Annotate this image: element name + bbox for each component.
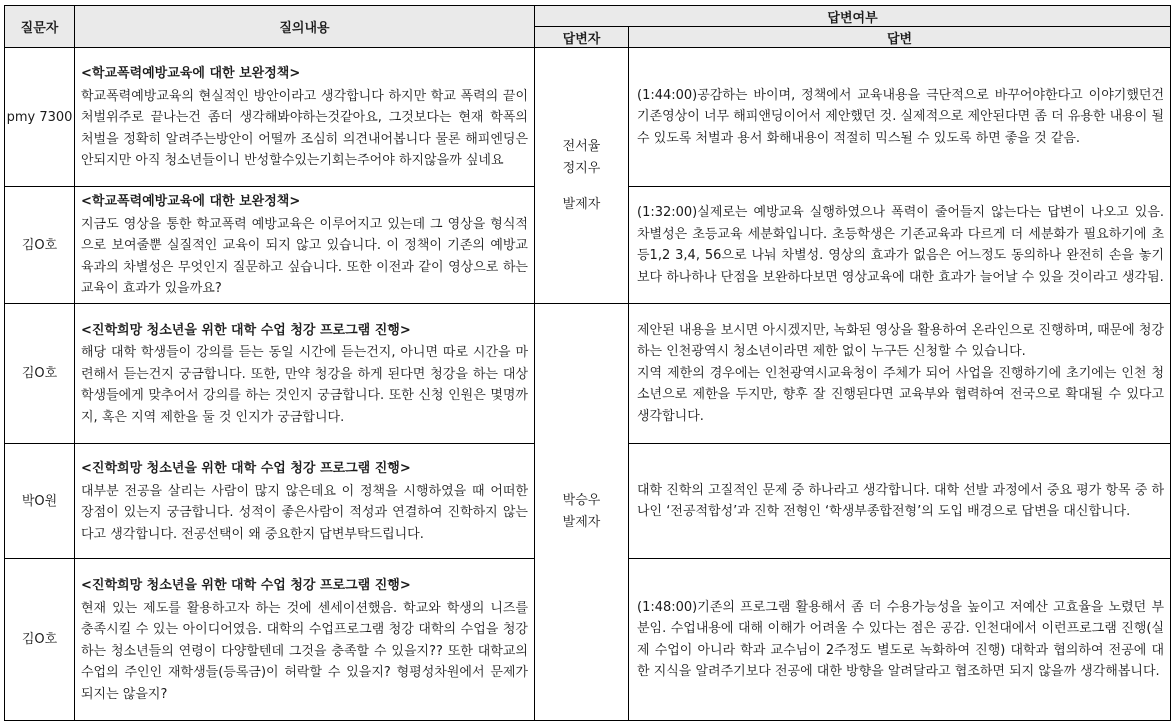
question-cell: [75, 48, 535, 187]
answer-text: 대학 진학의 고질적인 문제 중 하나라고 생각합니다. 대학 선발 과정에서 중요 평가 항목 중 하나인 ‘전공적합성’과 진학 전형인 ‘학생부종합전형’의 도입 배경으로 답변을 대신합니다.: [637, 482, 1165, 520]
question-body: 해당 대학 학생들이 강의를 듣는 동일 시간에 듣는건지, 아니면 따로 시간을 마련해서 듣는건지 궁금합니다. 또한, 만약 청강을 하게 된다면 청강을 하는 대상 학생들에게 맞추어서 강의를 하는 것인지 궁금합니다. 또한 신청 인원은 몇명까지, 혹은 지역 제한을 둘 것 인지가 궁금합니다.: [81, 345, 528, 425]
question-title: <진학희망 청소년을 위한 대학 수업 청강 프로그램 진행>: [81, 461, 411, 477]
answer-text: (1:44:00)공감하는 바이며, 정책에서 교육내용을 극단적으로 바꾸어야한다고 이야기했던건 기존영상이 너무 해피앤딩이어서 제안했던 것. 실제적으로 제안된다면 좀 더 유용한 내용이 될 수 있도록 처벌과 용서 화해내용이 적절히 믹스될 수 있도록 하면 좋을 것 같음.: [637, 87, 1165, 146]
question-title: <학교폭력예방교육에 대한 보완정책>: [81, 66, 301, 82]
answer-cell: [629, 304, 1171, 444]
table-row: [5, 304, 1171, 444]
question-body: 지금도 영상을 통한 학교폭력 예방교육은 이루어지고 있는데 그 영상을 형식적으로 보여줄뿐 실질적인 교육이 되지 않고 있습니다. 이 정책이 기존의 예방교육과의 차별성은 무엇인지 질문하고 싶습니다. 또한 이전과 같이 영상으로 하는 교육이 효과가 있을까요?: [81, 216, 528, 297]
header-respondent: 답변자: [535, 27, 629, 48]
questioner-name: 김O호: [21, 237, 58, 253]
questioner-cell: [5, 559, 75, 721]
header-answer-status: 답변여부: [535, 6, 1171, 27]
question-title: <진학희망 청소년을 위한 대학 수업 청강 프로그램 진행>: [81, 578, 411, 594]
question-body: 학교폭력예방교육의 현실적인 방안이라고 생각합니다 하지만 학교 폭력의 끝이 처벌위주로 끝나는건 좀더 생각해봐야하는것같아요, 그것보다는 현재 학폭의 처벌을 정확히 알려주는방안이 어떨까 조심히 의견내어봅니다 물론 해피엔딩은 안되지만 아직 청소년들이니 반성할수있는기회는주어야 하지않을까 싶네요: [81, 88, 528, 169]
answer-cell: [629, 48, 1171, 187]
header-question: 질의내용: [75, 6, 535, 48]
header-questioner: 질문자: [5, 6, 75, 48]
question-cell: [75, 443, 535, 558]
respondent-cell: [535, 304, 629, 721]
answer-cell: [629, 443, 1171, 558]
questioner-name: pmy 7300: [6, 109, 73, 125]
answer-text-continued: 지역 제한의 경우에는 인천광역시교육청이 주체가 되어 사업을 진행하기에 초기에는 인천 청소년으로 제한을 두지만, 향후 잘 진행된다면 교육부와 협력하여 전국으로 확대될 수 있다고 생각합니다.: [637, 365, 1165, 424]
answer-cell: [629, 187, 1171, 304]
question-cell: [75, 187, 535, 304]
question-title: <진학희망 청소년을 위한 대학 수업 청강 프로그램 진행>: [81, 322, 411, 338]
header-row-1: [5, 6, 1171, 27]
respondent-role: 발제자: [562, 515, 601, 531]
answer-text: 제안된 내용을 보시면 아시겠지만, 녹화된 영상을 활용하여 온라인으로 진행하며, 때문에 청강하는 인천광역시 청소년이라면 제한 없이 누구든 신청할 수 있습니다.: [637, 322, 1165, 360]
questioner-cell: [5, 187, 75, 304]
answer-text: (1:32:00)실제로는 예방교육 실행하였으나 폭력이 줄어들지 않는다는 답변이 나오고 있음. 차별성은 초등교육 세분화입니다. 초등학생은 기존교육과 다르게 더 세분화가 필요하기에 초등1,2 3,4, 56으로 나눠 차별성. 영상의 효과가 없음은 어느정도 동의하나 완전히 손을 놓기보다 하나하나 단점을 보완하다보면 영상교육에 대한 효과가 늘어날 수 있을 것이라고 생각됨.: [637, 205, 1165, 285]
header-answer: 답변: [629, 27, 1171, 48]
questioner-cell: [5, 443, 75, 558]
questioner-cell: [5, 48, 75, 187]
question-cell: [75, 559, 535, 721]
question-title: <학교폭력예방교육에 대한 보완정책>: [81, 194, 301, 210]
question-cell: [75, 304, 535, 444]
questioner-name: 박O원: [21, 493, 58, 509]
questioner-name: 김O호: [21, 366, 58, 382]
respondent-group: 박승우: [562, 493, 601, 509]
questioner-name: 김O호: [21, 632, 58, 648]
questioner-cell: [5, 304, 75, 444]
question-body: 대부분 전공을 살리는 사람이 많지 않은데요 이 정책을 시행하였을 때 어떠한 장점이 있는지 궁금합니다. 성적이 좋은사람이 적성과 연결하여 진학하지 않는다고 생각합니다. 전공선택이 왜 중요한지 답변부탁드립니다.: [81, 483, 528, 542]
respondent-group: 전서율 정지우: [562, 138, 601, 176]
question-body: 현재 있는 제도를 활용하고자 하는 것에 센세이션했음. 학교와 학생의 니즈를 충족시킬 수 있는 아이디어였음. 대학의 수업프로그램 청강 대학의 수업을 청강하는 청소년들의 연령이 다양할텐데 그것을 충족할 수 있을지?? 또한 대학교의 수업의 주인인 재학생들(등록금)이 허락할 수 있을지? 형평성차원에서 문제가 되지는 않을지?: [81, 600, 528, 702]
answer-cell: [629, 559, 1171, 721]
answer-text: (1:48:00)기존의 프로그램 활용해서 좀 더 수용가능성을 높이고 저예산 고효율을 노렸던 부분임. 수업내용에 대해 이해가 어려울 수 있다는 점은 공감. 인천대에서 이런프로그램 진행(실제 수업이 아니라 학과 교수님이 2주정도 별도로 녹화하여 진행) 대학과 협의하여 전공에 대한 지식을 알려주기보다 전공에 대한 방향을 알려달라고 협조하면 되지 않을까 생각해봅니다.: [637, 599, 1165, 680]
table-row: [5, 48, 1171, 187]
qa-table: [4, 5, 1171, 721]
respondent-cell: [535, 48, 629, 304]
respondent-role: 발제자: [562, 196, 601, 212]
